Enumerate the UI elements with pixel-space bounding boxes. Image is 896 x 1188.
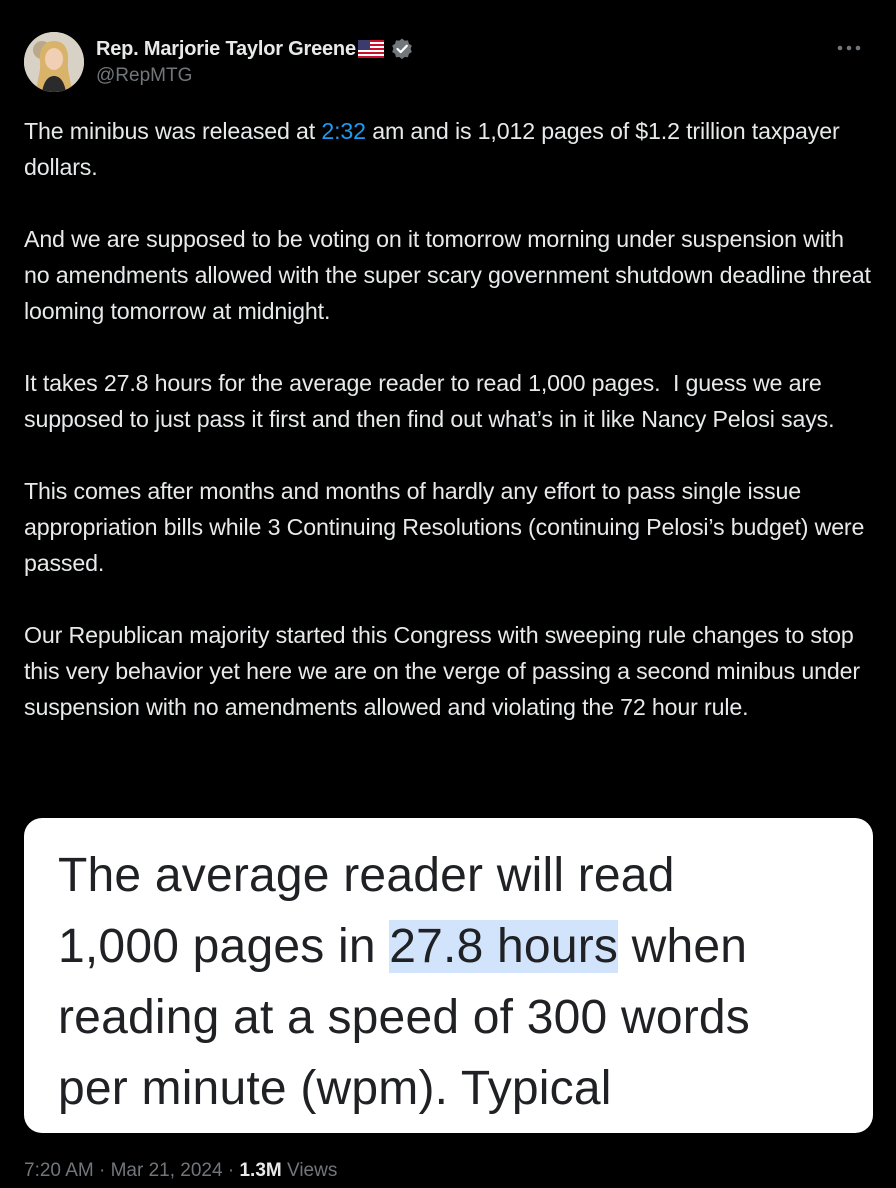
- image-line-3: reading at a speed of 300 words: [58, 991, 751, 1044]
- display-name-row: [96, 36, 414, 62]
- views-count[interactable]: 1.3M: [239, 1160, 282, 1181]
- tweet-meta: [24, 1160, 337, 1182]
- timestamp-link[interactable]: 2:32: [321, 118, 366, 144]
- image-text: [58, 840, 858, 1124]
- image-text-segment: 1,000 pages in: [58, 920, 390, 973]
- attached-image[interactable]: [24, 818, 873, 1133]
- highlighted-text: 27.8 hours: [389, 920, 619, 973]
- tweet-text: [24, 113, 878, 725]
- more-horizontal-icon[interactable]: [834, 38, 864, 58]
- tweet-paragraph-5: Our Republican majority started this Congress with sweeping rule changes to stop this very behavior yet here we are on the verge of passing a second minibus under suspension with no amendments allowed and violating the 72 hour rule.: [24, 622, 867, 720]
- post-date[interactable]: Mar 21, 2024: [110, 1160, 223, 1181]
- tweet-paragraph-4: This comes after months and months of hardly any effort to pass single issue appropriation bills while 3 Continuing Resolutions (continuing Pelosi’s budget) were passed.: [24, 478, 871, 576]
- tweet-paragraph-2: And we are supposed to be voting on it tomorrow morning under suspension with no amendments allowed with the super scary government shutdown deadline threat looming tomorrow at midnight.: [24, 226, 878, 324]
- views-label: Views: [281, 1160, 338, 1181]
- tweet-paragraph-1: [24, 113, 872, 185]
- us-flag-icon: [358, 40, 384, 58]
- tweet-paragraph-3: It takes 27.8 hours for the average reader to read 1,000 pages. I guess we are supposed to just pass it first and then find out what’s in it like Nancy Pelosi says.: [24, 370, 835, 432]
- separator: ·: [93, 1160, 111, 1181]
- author-handle[interactable]: @RepMTG: [96, 65, 193, 86]
- tweet-text-segment: The minibus was released at: [24, 118, 322, 144]
- author-info: [96, 36, 414, 87]
- separator: ·: [222, 1160, 240, 1181]
- verified-badge-icon[interactable]: [390, 37, 414, 61]
- avatar[interactable]: [24, 32, 84, 92]
- tweet-text-segment: am and is 1,012 pages of $1.2 trillion taxpayer dollars.: [24, 118, 846, 180]
- image-line-2: [58, 911, 858, 982]
- post-time[interactable]: 7:20 AM: [24, 1160, 94, 1181]
- tweet-header: [24, 32, 872, 94]
- author-display-name[interactable]: Rep. Marjorie Taylor Greene: [96, 37, 356, 60]
- image-line-4: per minute (wpm). Typical: [58, 1062, 612, 1115]
- image-line-1: The average reader will read: [58, 849, 675, 902]
- image-text-segment: when: [618, 920, 748, 973]
